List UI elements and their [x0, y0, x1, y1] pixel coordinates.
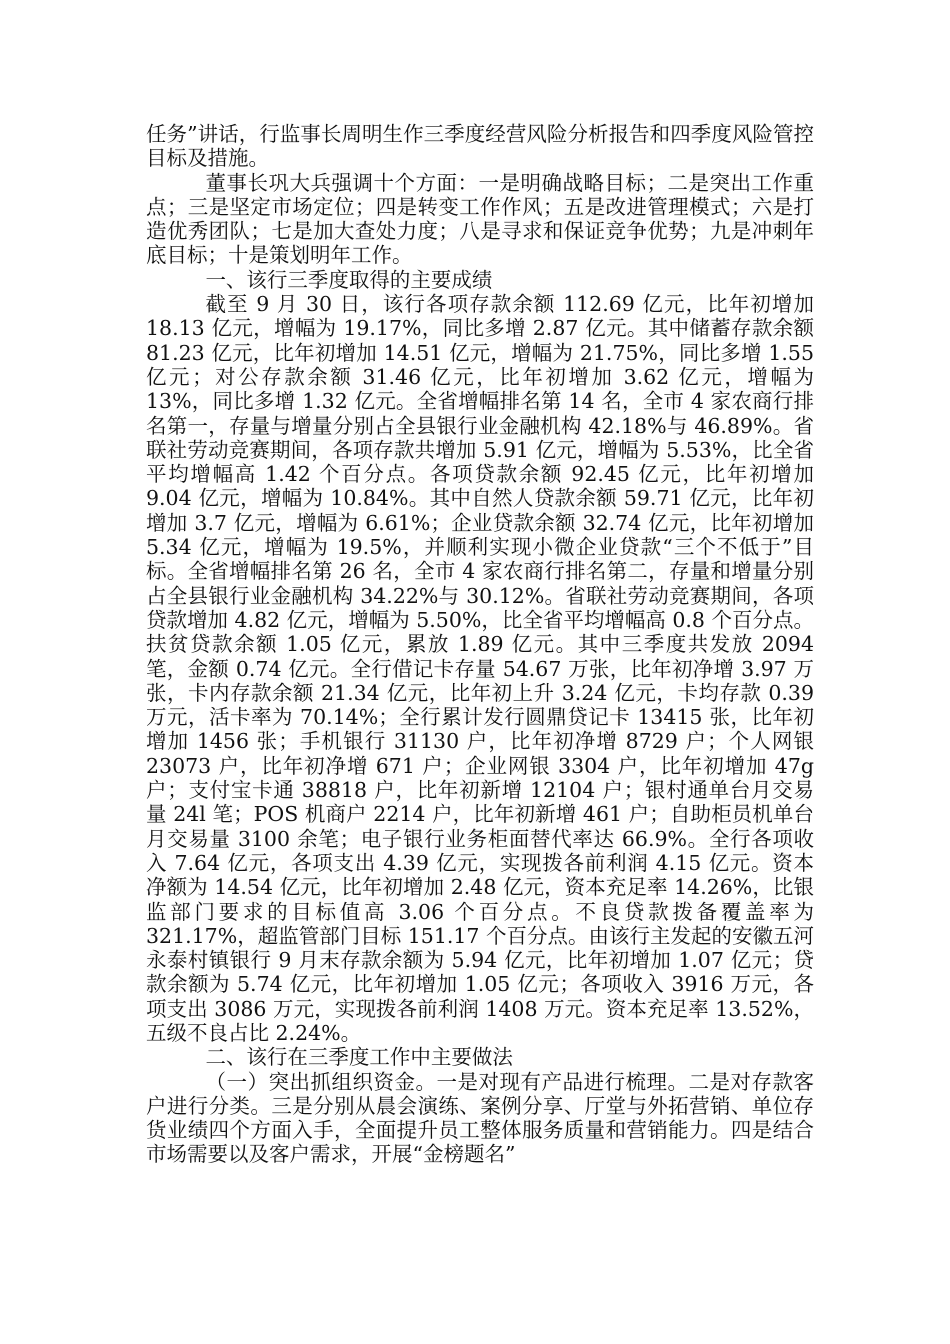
- paragraph-achievements-figures: 截至 9 月 30 日，该行各项存款余额 112.69 亿元，比年初增加 18.13 亿元，增幅为 19.17%，同比多增 2.87 亿元。其中储蓄存款余额 81.23 亿元，比年初增加 14.51 亿元，增幅为 21.75%，同比多增 1.55 亿元；对公存款余额 31.46 亿元，比年初增加 3.62 亿元，增幅为 13%，同比多增 1.32 亿元。全省增幅排名第 14 名，全市 4 家农商行排名第一，存量与增量分别占全县银行业金融机构 42.18%与 46.89%。省联社劳动竞赛期间，各项存款共增加 5.91 亿元，增幅为 5.53%，比全省平均增幅高 1.42 个百分点。各项贷款余额 92.45 亿元，比年初增加 9.04 亿元，增幅为 10.84%。其中自然人贷款余额 59.71 亿元，比年初增加 3.7 亿元，增幅为 6.61%；企业贷款余额 32.74 亿元，比年初增加 5.34 亿元，增幅为 19.5%，并顺利实现小微企业贷款“三个不低于”目标。全省增幅排名第 26 名，全市 4 家农商行排名第二，存量和增量分别占全县银行业金融机构 34.22%与 30.12%。省联社劳动竞赛期间，各项贷款增加 4.82 亿元，增幅为 5.50%，比全省平均增幅高 0.8 个百分点。扶贫贷款余额 1.05 亿元，累放 1.89 亿元。其中三季度共发放 2094 笔，金额 0.74 亿元。全行借记卡存量 54.67 万张，比年初净增 3.97 万张，卡内存款余额 21.34 亿元，比年初上升 3.24 亿元，卡均存款 0.39 万元，活卡率为 70.14%；全行累计发行圆鼎贷记卡 13415 张，比年初增加 1456 张；手机银行 31130 户，比年初净增 8729 户；个人网银 23073 户，比年初净增 671 户；企业网银 3304 户，比年初增加 47g 户；支付宝卡通 38818 户，比年初新增 12104 户；银村通单台月交易量 24l 笔；POS 机商户 2214 户，比年初新增 461 户；自助柜员机单台月交易量 3100 余笔；电子银行业务柜面替代率达 66.9%。全行各项收入 7.64 亿元，各项支出 4.39 亿元，实现拨各前利润 4.15 亿元。资本净额为 14.54 亿元，比年初增加 2.48 亿元，资本充足率 14.26%，比银监部门要求的目标值高 3.06 个百分点。不良贷款拨备覆盖率为 321.17%，超监管部门目标 151.17 个百分点。由该行主发起的安徽五河永泰村镇银行 9 月末存款余额为 5.94 亿元，比年初增加 1.07 亿元；贷款余额为 5.74 亿元，比年初增加 1.05 亿元；各项收入 3916 万元，各项支出 3086 万元，实现拨各前利润 1408 万元。资本充足率 13.52%，五级不良占比 2.24%。: [146, 292, 814, 1045]
- section-heading-achievements: 一、该行三季度取得的主要成绩: [205, 267, 493, 292]
- paragraph-continuation: 任务”讲话，行监事长周明生作三季度经营风险分析报告和四季度风险管控目标及措施。: [146, 122, 814, 171]
- paragraph-practice-funds: （一）突出抓组织资金。一是对现有产品进行梳理。二是对存款客户进行分类。三是分别从晨会演练、案例分享、厅堂与外拓营销、单位存货业绩四个方面入手，全面提升员工整体服务质量和营销能力。四是结合市场需要以及客户需求，开展“金榜题名”: [146, 1069, 814, 1167]
- paragraph-chairman-emphasis: 董事长巩大兵强调十个方面：一是明确战略目标；二是突出工作重点；三是坚定市场定位；四是转变工作作风；五是改进管理模式；六是打造优秀团队；七是加大查处力度；八是寻求和保证竞争优势；九是冲刺年底目标；十是策划明年工作。: [146, 170, 814, 268]
- section-heading-practices: 二、该行在三季度工作中主要做法: [205, 1045, 513, 1070]
- document-body: [146, 122, 814, 1167]
